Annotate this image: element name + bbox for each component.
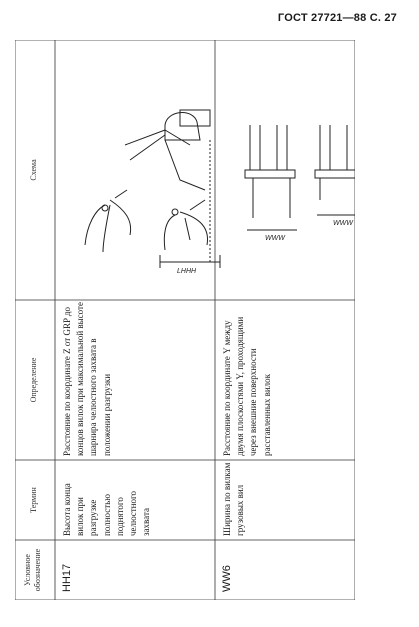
scheme-drawings xyxy=(15,40,355,600)
col-header-code: Условное обозначение xyxy=(23,548,42,592)
left-pivot xyxy=(102,205,108,211)
row2-term: Ширина по вилкам грузовых вил xyxy=(222,462,246,536)
left-jaw-top xyxy=(110,190,131,235)
row1-term: Высота конца вилок при разгрузке полностью поднятого челюстного захвата xyxy=(62,483,152,536)
col-header-term: Термин xyxy=(29,487,38,513)
fork-diagram xyxy=(245,125,355,242)
page-number: С. 27 xyxy=(369,12,397,24)
left-jaw xyxy=(85,205,110,252)
row2-code: WW6 xyxy=(221,565,233,592)
right-pivot xyxy=(172,209,178,215)
col-header-scheme: Схема xyxy=(29,159,38,181)
grapple-diagram xyxy=(85,110,220,275)
standard-number: ГОСТ 27721—88 xyxy=(277,12,367,24)
boom-arm xyxy=(125,130,190,145)
boom-arm-lower xyxy=(130,135,165,160)
row1-definition: Расстояние по координате Z от GRP до концов вилок при максимальной высоте шарнира челюстного захвата в положении разгрузки xyxy=(62,302,112,456)
page-header xyxy=(278,12,397,24)
right-jaw-top xyxy=(180,200,208,245)
rotated-table xyxy=(15,40,355,600)
width-text-1: WWW xyxy=(265,235,285,242)
right-jaw xyxy=(164,215,190,250)
row1-code: НН17 xyxy=(61,563,73,592)
width-text-2: WWW xyxy=(333,220,353,227)
lift-link xyxy=(165,140,205,190)
dimension-text: LННН xyxy=(177,268,197,275)
fork-carriage-2 xyxy=(315,170,355,178)
col-header-definition: Определение xyxy=(29,357,38,403)
row2-definition: Расстояние по координате Y между двумя плоскостями Y, проходящими через внешние поверхности расставленных вилок xyxy=(222,316,272,456)
fork-carriage xyxy=(245,170,295,178)
